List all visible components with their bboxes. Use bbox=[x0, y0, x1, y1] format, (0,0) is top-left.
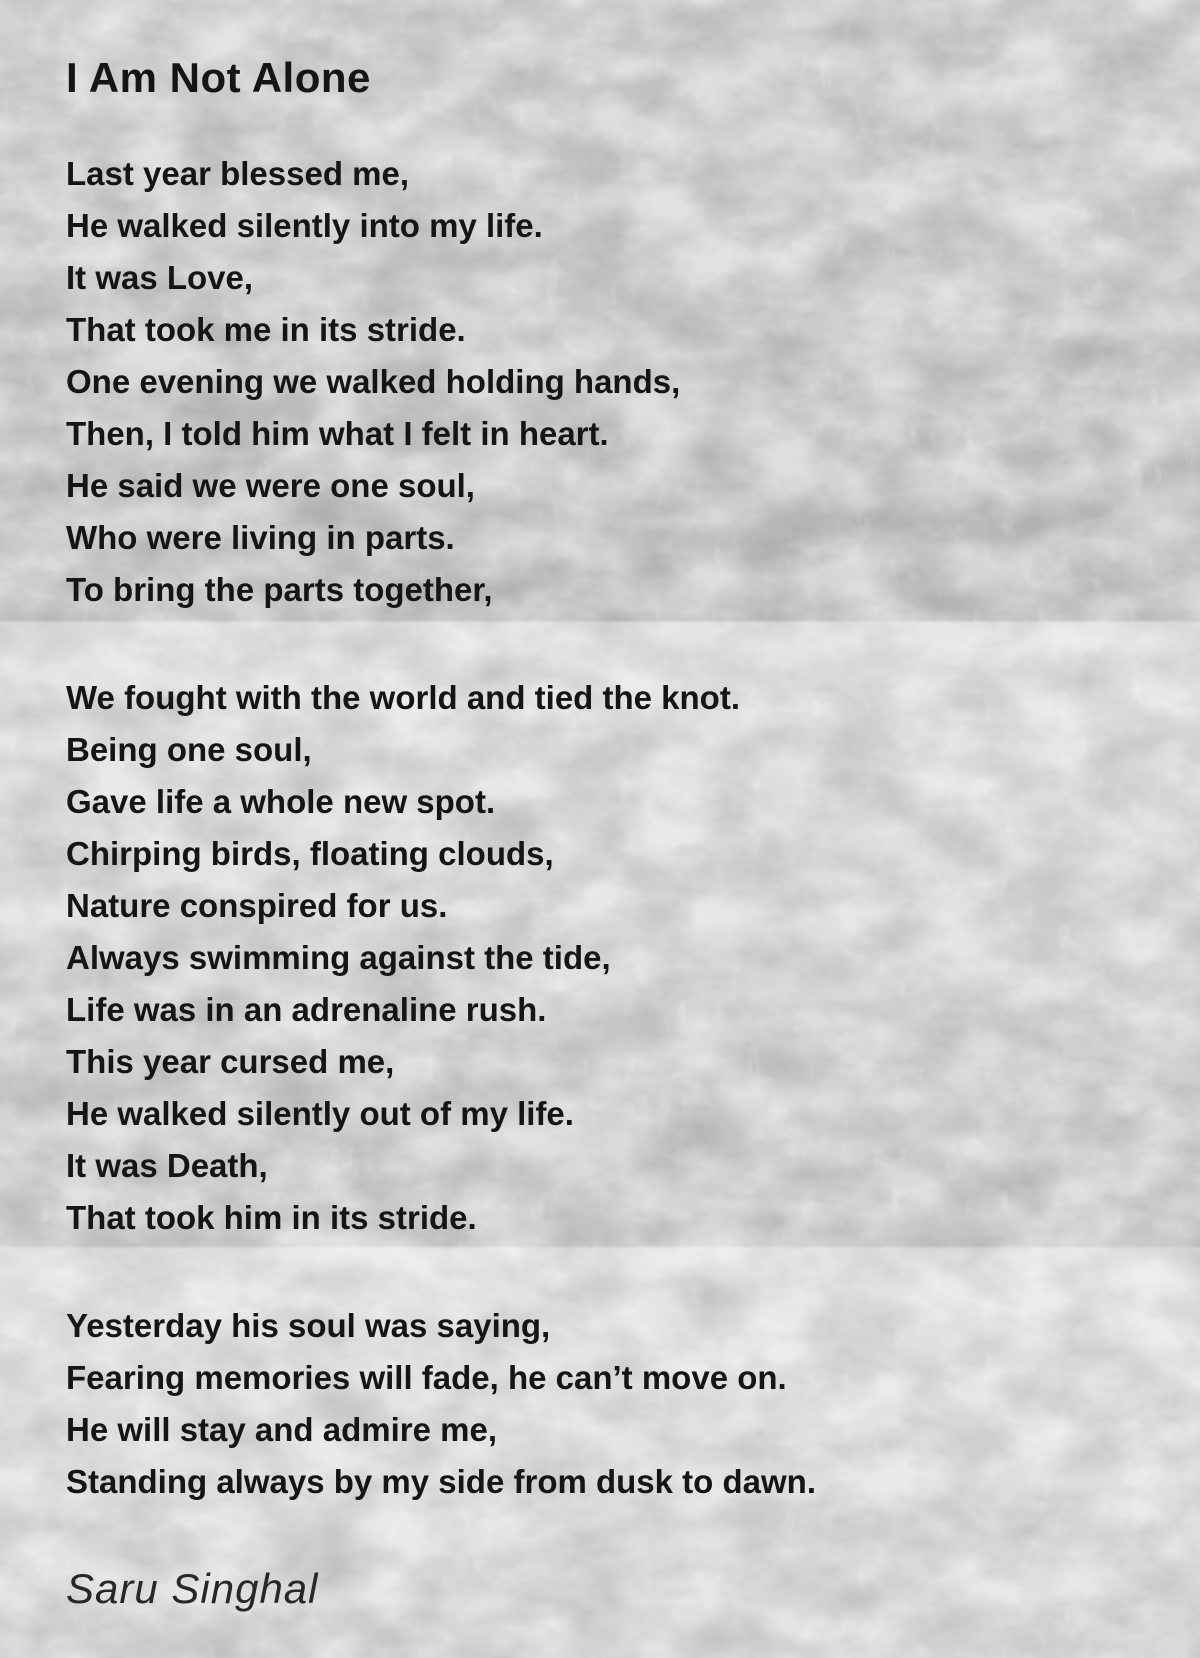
poem-line: Chirping birds, floating clouds, bbox=[66, 835, 554, 872]
poem-content bbox=[66, 0, 1170, 1614]
poem-line: This year cursed me, bbox=[66, 1043, 395, 1080]
poem-line: Gave life a whole new spot. bbox=[66, 783, 496, 820]
poem-line: He will stay and admire me, bbox=[66, 1411, 497, 1448]
poem-line: We fought with the world and tied the knot. bbox=[66, 679, 741, 716]
poem-line: Nature conspired for us. bbox=[66, 887, 448, 924]
poem-line: Yesterday his soul was saying, bbox=[66, 1307, 551, 1344]
poem-line: One evening we walked holding hands, bbox=[66, 363, 681, 400]
poem-title: I Am Not Alone bbox=[66, 54, 371, 101]
poem-line: He walked silently out of my life. bbox=[66, 1095, 574, 1132]
poem-line: Last year blessed me, bbox=[66, 155, 410, 192]
poem-line: Standing always by my side from dusk to dawn. bbox=[66, 1463, 816, 1500]
poem-line: Life was in an adrenaline rush. bbox=[66, 991, 547, 1028]
poem-line: He walked silently into my life. bbox=[66, 207, 543, 244]
poem-line: It was Death, bbox=[66, 1147, 268, 1184]
poem-line: Who were living in parts. bbox=[66, 519, 455, 556]
stanza-1 bbox=[66, 148, 1170, 616]
poem-author: Saru Singhal bbox=[66, 1565, 319, 1612]
poem-line: To bring the parts together, bbox=[66, 571, 493, 608]
poem-line: That took me in its stride. bbox=[66, 311, 466, 348]
poem-line: Fearing memories will fade, he can’t move on. bbox=[66, 1359, 787, 1396]
poem-line: That took him in its stride. bbox=[66, 1199, 477, 1236]
poem-line: Always swimming against the tide, bbox=[66, 939, 611, 976]
poem-line: Then, I told him what I felt in heart. bbox=[66, 415, 609, 452]
stanza-3 bbox=[66, 1300, 1170, 1508]
poem-line: He said we were one soul, bbox=[66, 467, 475, 504]
stanza-2 bbox=[66, 672, 1170, 1244]
poem-line: Being one soul, bbox=[66, 731, 312, 768]
poem-line: It was Love, bbox=[66, 259, 254, 296]
